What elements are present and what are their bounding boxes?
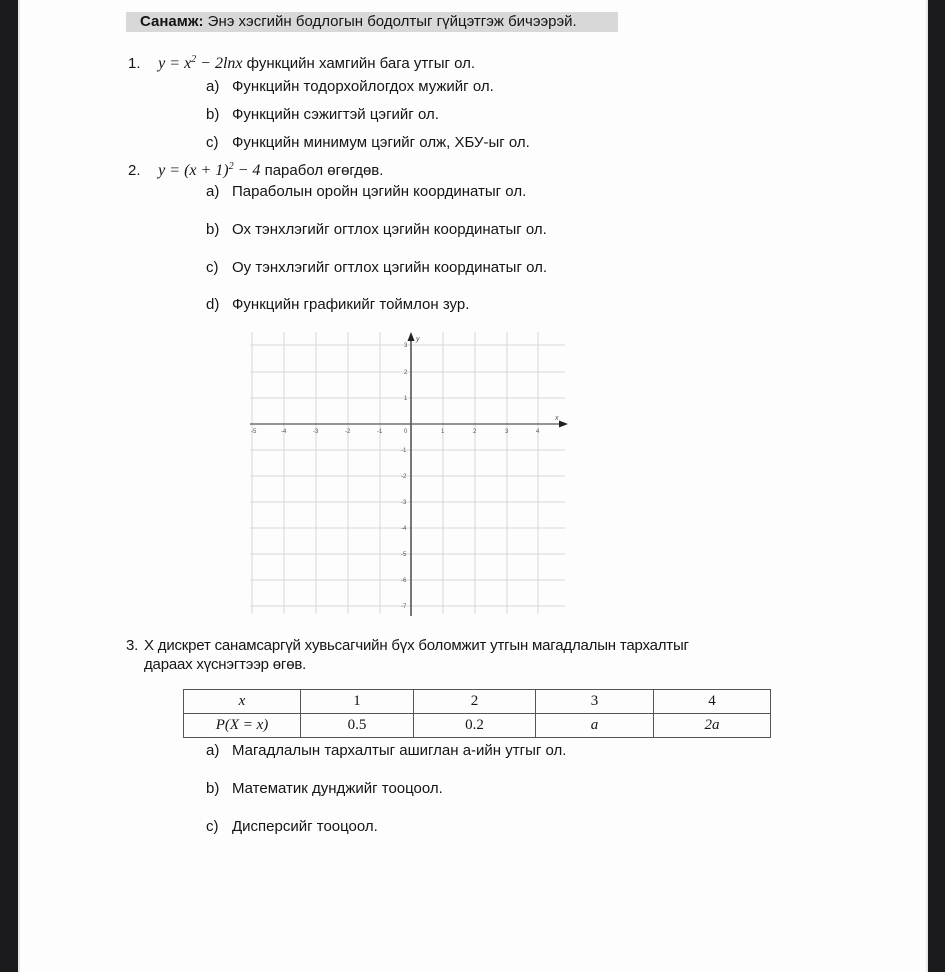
- svg-text:1: 1: [441, 429, 445, 435]
- problem-number: 1.: [128, 55, 141, 72]
- svg-text:-7: -7: [401, 604, 407, 610]
- worksheet-page: [18, 0, 928, 972]
- problem-1-statement: [128, 55, 475, 73]
- svg-text:-2: -2: [401, 474, 407, 480]
- table-cell: 1: [301, 690, 414, 714]
- problem-number: 3.: [126, 637, 139, 654]
- svg-text:-6: -6: [401, 578, 407, 584]
- svg-text:4: 4: [536, 429, 540, 435]
- problem-1-part-b: b) Функцийн сэжигтэй цэгийг ол.: [206, 106, 439, 123]
- problem-2-part-a: a) Параболын оройн цэгийн координатыг ол.: [206, 183, 527, 200]
- problem-2-statement: [128, 162, 383, 180]
- svg-text:2: 2: [473, 429, 477, 435]
- y-axis-arrow-icon: [408, 332, 415, 341]
- svg-text:-1: -1: [377, 429, 383, 435]
- note-text: Энэ хэсгийн бодлогын бодолтыг гүйцэтгэж бичээрэй.: [203, 13, 577, 30]
- svg-text:x: x: [555, 415, 559, 422]
- x-axis-arrow-icon: [559, 421, 568, 428]
- problem-2-part-d: d) Функцийн графикийг тоймлон зур.: [206, 296, 470, 313]
- table-cell: 3: [536, 690, 654, 714]
- svg-text:-4: -4: [401, 526, 407, 532]
- problem-3-part-c: c) Дисперсийг тооцоол.: [206, 818, 378, 835]
- problem-3-part-b: b) Математик дунджийг тооцоол.: [206, 780, 443, 797]
- svg-text:2: 2: [404, 370, 408, 376]
- formula: $y = x^2 - 2\ln x$: [158, 54, 243, 72]
- grid-svg: [232, 332, 559, 617]
- problem-2-part-c: c) Оу тэнхлэгийг огтлох цэгийн координатыг ол.: [206, 259, 548, 276]
- probability-distribution-table: [183, 689, 771, 738]
- note-label: Санамж:: [140, 13, 204, 30]
- problem-text: парабол өгөгдөв.: [260, 162, 384, 179]
- formula: $y = (x + 1)^2 - 4$: [158, 161, 261, 179]
- coordinate-grid[interactable]: [232, 332, 559, 617]
- svg-text:0: 0: [404, 429, 408, 435]
- problem-number: 2.: [128, 162, 141, 179]
- table-header-x: x: [184, 690, 301, 714]
- problem-3-statement-line2: дараах хүснэгтээр өгөв.: [144, 656, 307, 673]
- problem-1-part-c: c) Функцийн минимум цэгийг олж, ХБУ-ыг ол.: [206, 134, 530, 151]
- table-cell: 2a: [654, 714, 771, 738]
- problem-text: функцийн хамгийн бага утгыг ол.: [242, 55, 476, 72]
- table-cell: 2: [414, 690, 536, 714]
- problem-3-statement: 3. X дискрет санамсаргүй хувьсагчийн бүх боломжит утгын магадлалын тархалтыг: [126, 637, 689, 654]
- table-cell: a: [536, 714, 654, 738]
- table-cell: 4: [654, 690, 771, 714]
- note-banner: [126, 12, 618, 32]
- svg-text:-5: -5: [401, 552, 407, 558]
- svg-text:-5: -5: [251, 429, 257, 435]
- problem-1-part-a: a) Функцийн тодорхойлогдох мужийг ол.: [206, 78, 494, 95]
- svg-text:3: 3: [505, 429, 509, 435]
- problem-2-part-b: b) Ох тэнхлэгийг огтлох цэгийн координатыг ол.: [206, 221, 547, 238]
- svg-text:-2: -2: [345, 429, 351, 435]
- table-cell: 0.2: [414, 714, 536, 738]
- table-cell: 0.5: [301, 714, 414, 738]
- table-row: [184, 690, 771, 714]
- table-header-p: P(X = x): [184, 714, 301, 738]
- table-row: [184, 714, 771, 738]
- svg-text:-3: -3: [401, 500, 407, 506]
- svg-text:y: y: [416, 336, 420, 343]
- svg-text:3: 3: [404, 343, 408, 349]
- svg-text:-4: -4: [281, 429, 287, 435]
- svg-text:-3: -3: [313, 429, 319, 435]
- problem-3-part-a: a) Магадлалын тархалтыг ашиглан а-ийн утгыг ол.: [206, 742, 567, 759]
- svg-text:-1: -1: [401, 448, 407, 454]
- svg-text:1: 1: [404, 396, 408, 402]
